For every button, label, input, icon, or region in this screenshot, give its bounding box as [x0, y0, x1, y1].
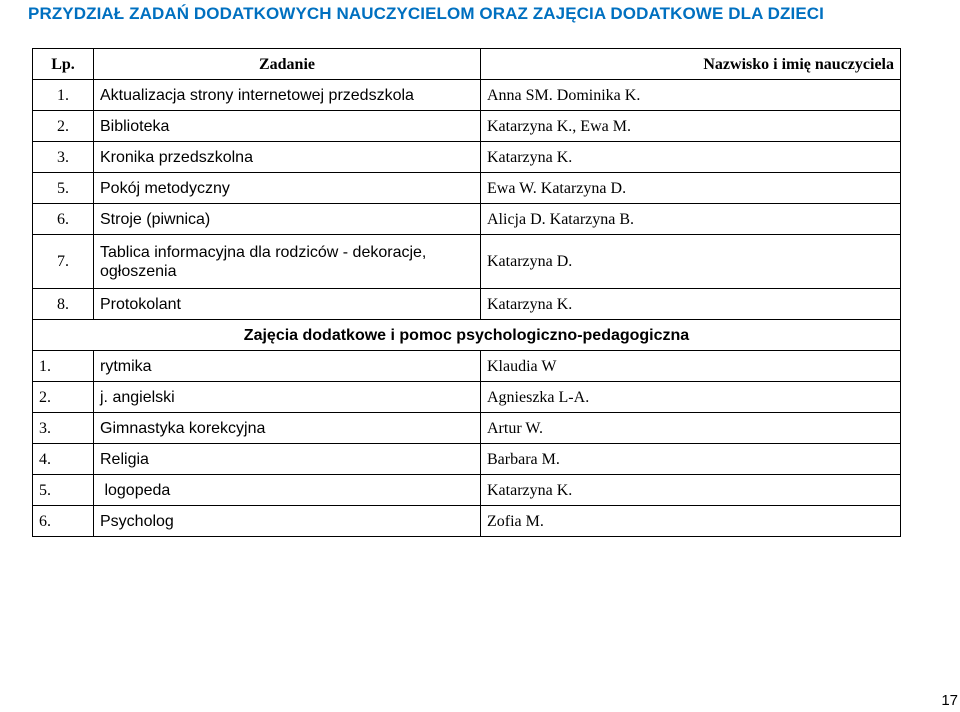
row-teacher: Katarzyna K. [481, 142, 901, 173]
table-row [33, 506, 901, 537]
row-number: 7. [33, 235, 94, 289]
row-teacher: Ewa W. Katarzyna D. [481, 173, 901, 204]
page-number: 17 [941, 692, 958, 709]
header-teacher: Nazwisko i imię nauczyciela [481, 49, 901, 80]
row-number: 3. [33, 413, 94, 444]
row-number: 2. [33, 111, 94, 142]
row-teacher: Katarzyna K., Ewa M. [481, 111, 901, 142]
row-task: Biblioteka [94, 111, 481, 142]
table-row [33, 111, 901, 142]
activities-header: Zajęcia dodatkowe i pomoc psychologiczno-pedagogiczna [33, 320, 901, 351]
row-task: rytmika [94, 351, 481, 382]
row-task: Tablica informacyjna dla rodziców - dekoracje, ogłoszenia [94, 235, 481, 289]
row-task: Aktualizacja strony internetowej przedszkola [94, 80, 481, 111]
row-task: Pokój metodyczny [94, 173, 481, 204]
row-task: j. angielski [94, 382, 481, 413]
row-teacher: Klaudia W [481, 351, 901, 382]
row-teacher: Katarzyna D. [481, 235, 901, 289]
row-number: 5. [33, 173, 94, 204]
header-lp: Lp. [33, 49, 94, 80]
table-row [33, 475, 901, 506]
table-row [33, 80, 901, 111]
row-number: 4. [33, 444, 94, 475]
table-row [33, 382, 901, 413]
row-task: Psycholog [94, 506, 481, 537]
header-task: Zadanie [94, 49, 481, 80]
table-row [33, 173, 901, 204]
table-header-row [33, 49, 901, 80]
row-teacher: Agnieszka L-A. [481, 382, 901, 413]
table-row [33, 444, 901, 475]
row-number: 3. [33, 142, 94, 173]
row-teacher: Zofia M. [481, 506, 901, 537]
row-task: Kronika przedszkolna [94, 142, 481, 173]
row-number: 6. [33, 506, 94, 537]
row-number: 8. [33, 289, 94, 320]
table-row [33, 235, 901, 289]
row-teacher: Alicja D. Katarzyna B. [481, 204, 901, 235]
table-row [33, 351, 901, 382]
table-row [33, 413, 901, 444]
table-row [33, 142, 901, 173]
row-number: 5. [33, 475, 94, 506]
assignments-table [32, 48, 901, 537]
row-teacher: Katarzyna K. [481, 475, 901, 506]
activities-header-row [33, 320, 901, 351]
row-task: Religia [94, 444, 481, 475]
row-number: 1. [33, 80, 94, 111]
row-task: Stroje (piwnica) [94, 204, 481, 235]
row-task: logopeda [94, 475, 481, 506]
row-task: Gimnastyka korekcyjna [94, 413, 481, 444]
row-teacher: Artur W. [481, 413, 901, 444]
row-teacher: Katarzyna K. [481, 289, 901, 320]
row-number: 6. [33, 204, 94, 235]
table-row [33, 289, 901, 320]
document-title: PRZYDZIAŁ ZADAŃ DODATKOWYCH NAUCZYCIELOM ORAZ ZAJĘCIA DODATKOWE DLA DZIECI [28, 4, 824, 23]
table-row [33, 204, 901, 235]
row-teacher: Barbara M. [481, 444, 901, 475]
row-task: Protokolant [94, 289, 481, 320]
row-number: 2. [33, 382, 94, 413]
row-teacher: Anna SM. Dominika K. [481, 80, 901, 111]
row-number: 1. [33, 351, 94, 382]
